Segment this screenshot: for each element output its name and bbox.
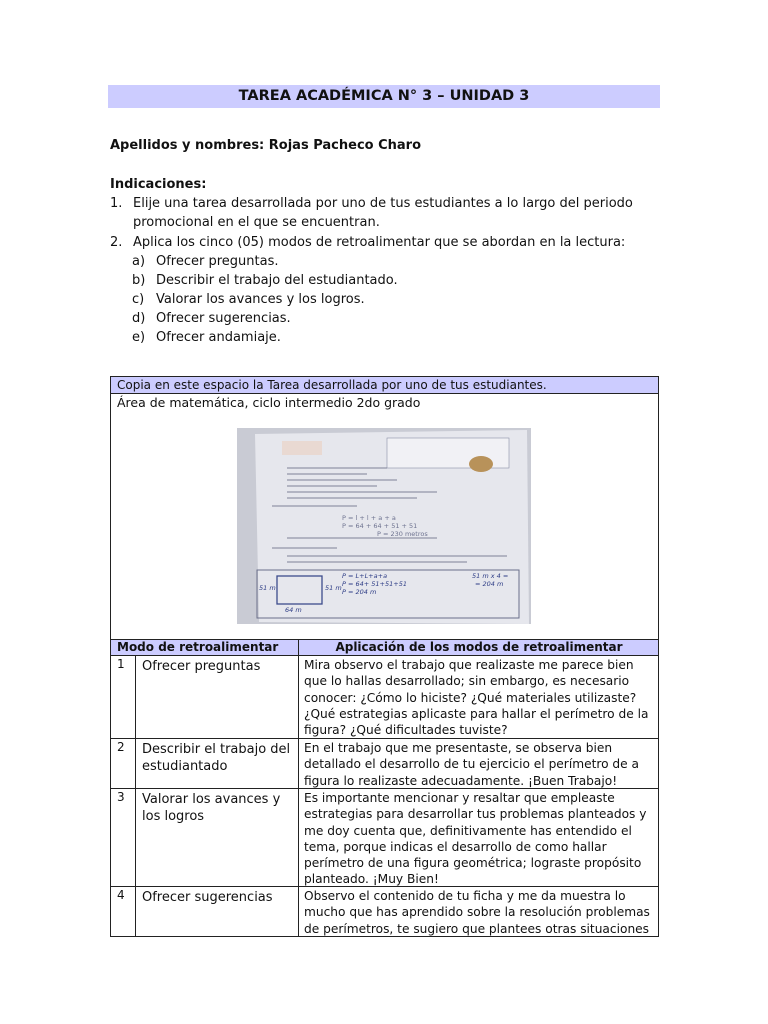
student-worksheet-photo <box>237 428 531 624</box>
indications-title: Indicaciones: <box>110 177 207 192</box>
row-application: Observo el contenido de tu ficha y me da muestra lo mucho que has aprendido sobre la resolución problemas de perímetros, te sugiero que plantees otras situaciones <box>304 889 650 936</box>
row-number: 1 <box>117 657 125 671</box>
mode-text: Valorar los avances y los logros. <box>156 292 365 307</box>
handwritten-line-2: P = 64+ 51+51+51 <box>342 580 407 588</box>
table-row <box>110 739 659 789</box>
row-number: 4 <box>117 888 125 902</box>
rect-label-bottom: 64 m <box>285 606 302 614</box>
table-row <box>110 656 659 739</box>
student-name: Apellidos y nombres: Rojas Pacheco Charo <box>110 138 422 153</box>
mode-letter: a) <box>132 254 146 269</box>
row-application: Es importante mencionar y resaltar que empleaste estrategias para desarrollar tus problemas planteados y me doy cuenta que, definitivamente has entendido el tema, porque indicas el desarrollo de como hallar perímetro de una figura geométrica; lograste propósito planteado. ¡Muy Bien! <box>304 791 647 887</box>
copy-section-header: Copia en este espacio la Tarea desarrollada por uno de tus estudiantes. <box>110 376 659 394</box>
mode-text: Ofrecer sugerencias. <box>156 311 291 326</box>
indication-item-1 <box>110 194 633 234</box>
row-application: En el trabajo que me presentaste, se observa bien detallado el desarrollo de tu ejercicio el perímetro de a figura lo realizaste adecuadamente. ¡Buen Trabajo! <box>304 741 640 788</box>
column-header-application: Aplicación de los modos de retroalimentar <box>335 640 623 654</box>
copy-section-body <box>110 393 659 640</box>
mode-letter: b) <box>132 273 146 288</box>
handwritten-side-1: 51 m x 4 = <box>472 572 509 580</box>
indication-number: 2. <box>110 235 123 250</box>
handwritten-line-3: P = 204 m <box>342 588 377 596</box>
indication-item-2 <box>110 233 630 253</box>
feedback-table-header <box>110 639 659 656</box>
handwritten-line-1: P = L+L+a+a <box>342 572 388 580</box>
area-label: Área de matemática, ciclo intermedio 2do grado <box>117 395 421 410</box>
row-mode: Describir el trabajo del estudiantado <box>142 742 291 774</box>
rect-label-right: 51 m <box>325 584 342 592</box>
handwritten-side-2: = 204 m <box>475 580 504 588</box>
mode-text: Describir el trabajo del estudiantado. <box>156 273 398 288</box>
row-number: 2 <box>117 740 125 754</box>
mode-letter: d) <box>132 311 146 326</box>
mode-letter: c) <box>132 292 145 307</box>
row-number: 3 <box>117 790 125 804</box>
worksheet-line-2: P = 64 + 64 + 51 + 51 <box>342 522 418 530</box>
indication-text: Elije una tarea desarrollada por uno de tus estudiantes a lo largo del periodo promocional en el que se encuentran. <box>133 196 633 230</box>
mode-letter: e) <box>132 330 146 345</box>
document-title: TAREA ACADÉMICA N° 3 – UNIDAD 3 <box>108 85 660 108</box>
worksheet-line-3: P = 230 metros <box>377 530 428 538</box>
row-mode: Ofrecer sugerencias <box>142 890 273 905</box>
row-application: Mira observo el trabajo que realizaste me parece bien que lo hallas desarrollado; sin embargo, es necesario conocer: ¿Cómo lo hiciste? ¿Qué materiales utilizaste? ¿Qué estrategias aplicaste para hallar el perímetro de la figura? ¿Qué dificultades tuviste? <box>304 658 649 738</box>
row-mode: Ofrecer preguntas <box>142 659 261 674</box>
column-header-mode: Modo de retroalimentar <box>117 640 279 654</box>
table-row <box>110 789 659 887</box>
rect-label-left: 51 m <box>259 584 276 592</box>
worksheet-photo-drawing <box>237 428 531 624</box>
row-mode: Valorar los avances y los logros <box>142 792 281 824</box>
mode-text: Ofrecer andamiaje. <box>156 330 281 345</box>
indication-number: 1. <box>110 196 123 211</box>
table-row <box>110 887 659 937</box>
mode-text: Ofrecer preguntas. <box>156 254 279 269</box>
indication-text: Aplica los cinco (05) modos de retroalimentar que se abordan en la lectura: <box>133 235 626 250</box>
worksheet-line-1: P = l + l + a + a <box>342 514 396 522</box>
